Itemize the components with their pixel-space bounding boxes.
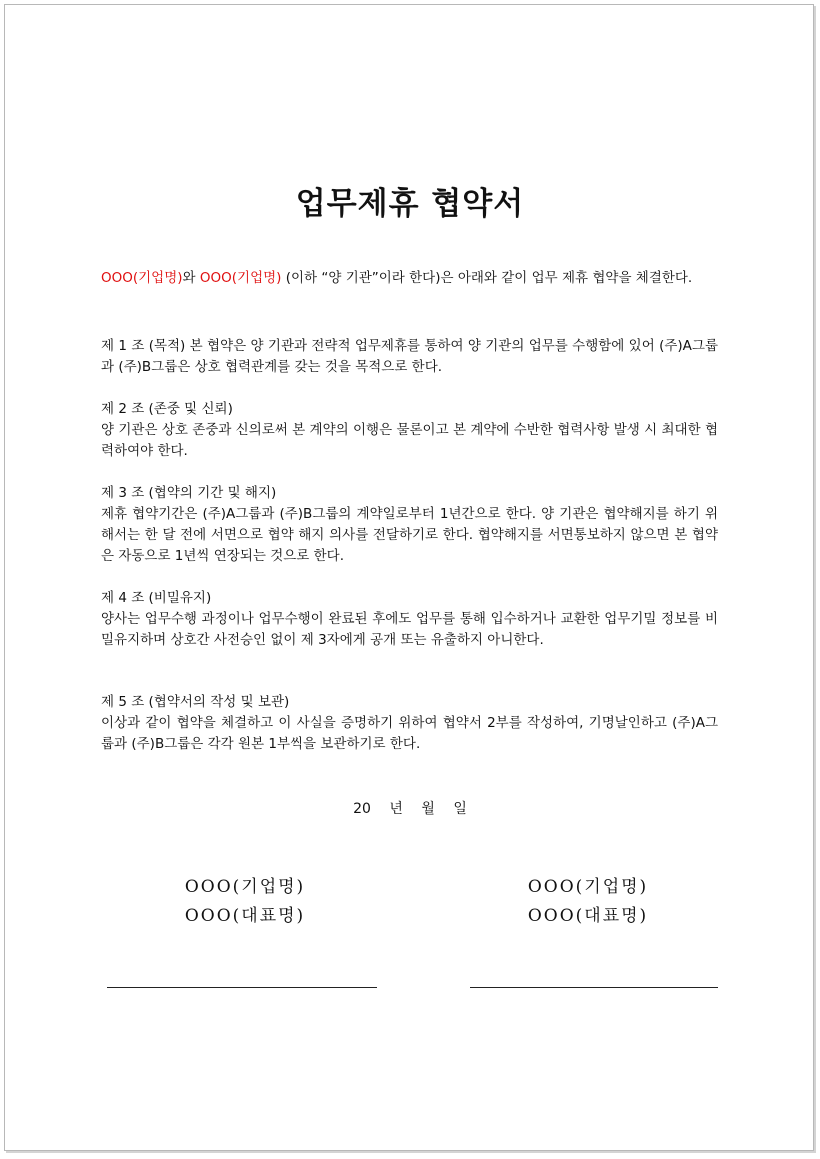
intro-conj: 와: [182, 270, 200, 286]
article-3-heading: 제 3 조 (협약의 기간 및 해지): [101, 485, 277, 501]
signature-right-company: OOO(기업명): [527, 877, 649, 897]
signature-line-left: [107, 987, 377, 988]
party1-placeholder: OOO(기업명): [101, 270, 183, 286]
document-page: [4, 4, 814, 1151]
signature-line-right: [470, 987, 718, 988]
article-1-text: 제 1 조 (목적) 본 협약은 양 기관과 전략적 업무제휴를 통하여 양 기관의 업무를 수행함에 있어 (주)A그룹과 (주)B그룹은 상호 협력관계를 갖는 것을 목적으로 한다.: [101, 338, 718, 375]
article-5: [101, 692, 718, 755]
signature-left-company: OOO(기업명): [184, 877, 306, 897]
intro-rest: (이하 “양 기관”이라 한다)은 아래와 같이 업무 제휴 협약을 체결한다.: [281, 270, 693, 286]
article-1: [101, 336, 718, 378]
article-2-heading: 제 2 조 (존중 및 신뢰): [101, 401, 233, 417]
signature-left: [135, 873, 355, 931]
article-3: [101, 483, 718, 567]
article-3-text: 제휴 협약기간은 (주)A그룹과 (주)B그룹의 계약일로부터 1년간으로 한다. 양 기관은 협약해지를 하기 위해서는 한 달 전에 서면으로 협약 해지 의사를 전달하기로 한다. 협약해지를 서면통보하지 않으면 본 협약은 자동으로 1년씩 연장되는 것으로 한다.: [101, 506, 718, 564]
signature-right: [478, 873, 698, 931]
party2-placeholder: OOO(기업명): [199, 270, 282, 286]
article-5-text: 이상과 같이 협약을 체결하고 이 사실을 증명하기 위하여 협약서 2부를 작성하여, 기명날인하고 (주)A그룹과 (주)B그룹은 각각 원본 1부씩을 보관하기로 한다.: [101, 715, 718, 752]
article-2-text: 양 기관은 상호 존중과 신의로써 본 계약의 이행은 물론이고 본 계약에 수반한 협력사항 발생 시 최대한 협력하여야 한다.: [101, 422, 718, 459]
signature-left-rep: OOO(대표명): [184, 906, 306, 926]
article-5-heading: 제 5 조 (협약서의 작성 및 보관): [101, 694, 290, 710]
intro-paragraph: [101, 268, 718, 289]
article-2: [101, 399, 718, 462]
article-4: [101, 588, 718, 651]
article-4-heading: 제 4 조 (비밀유지): [101, 590, 212, 606]
document-title: 업무제휴 협약서: [295, 186, 525, 222]
signature-right-rep: OOO(대표명): [527, 906, 649, 926]
date-line: 20 년 월 일: [353, 801, 467, 817]
article-4-text: 양사는 업무수행 과정이나 업무수행이 완료된 후에도 업무를 통해 입수하거나 교환한 업무기밀 정보를 비밀유지하며 상호간 사전승인 없이 제 3자에게 공개 또는 유출하지 아니한다.: [101, 611, 718, 648]
